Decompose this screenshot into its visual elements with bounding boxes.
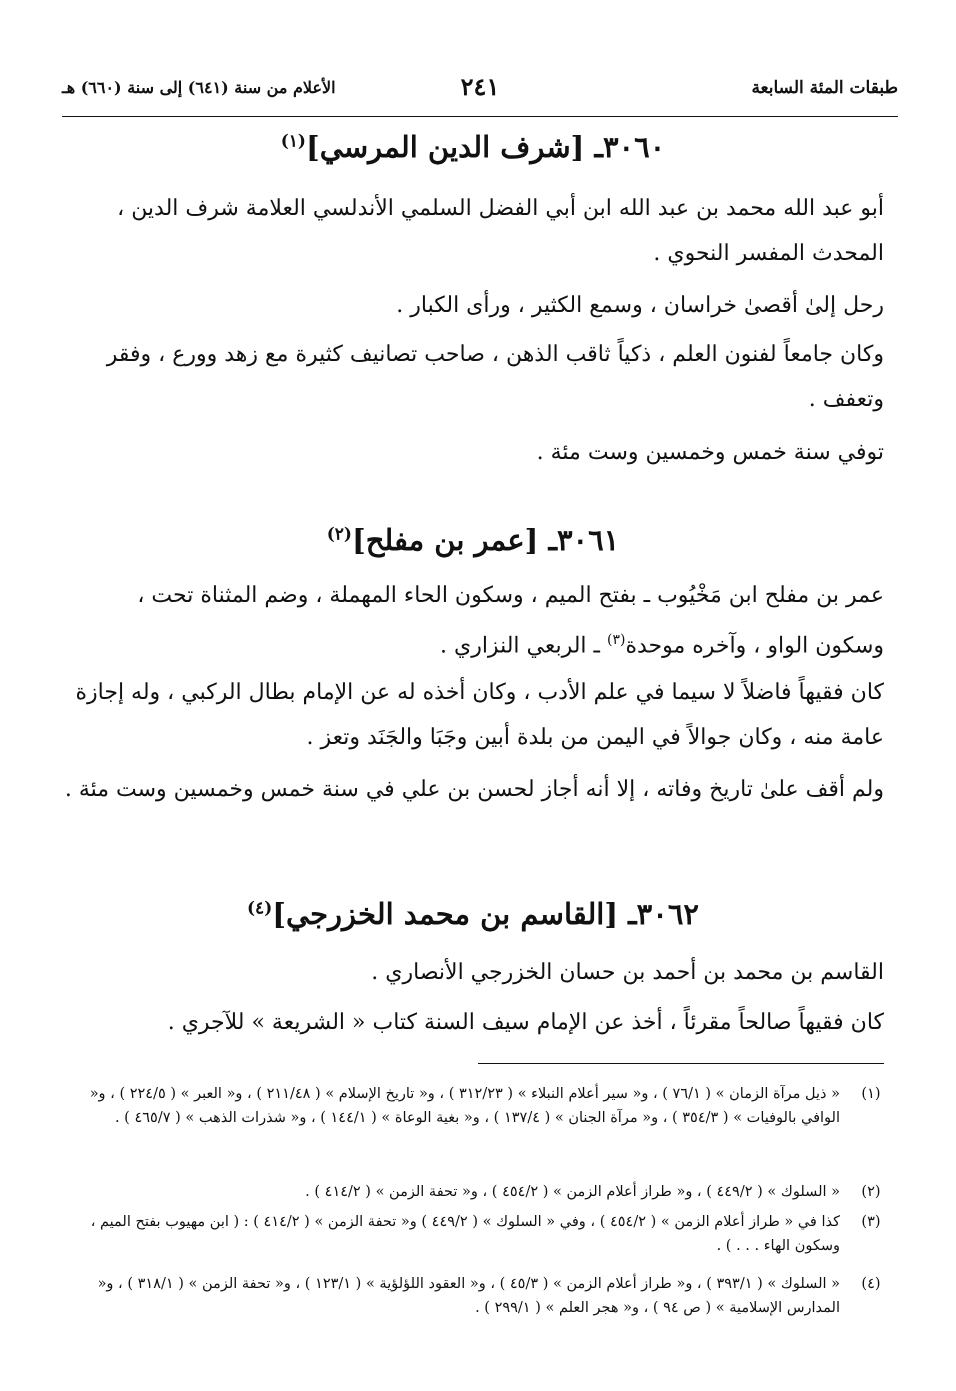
footnote: [62, 1272, 888, 1320]
footnote-text: كذا في « طراز أعلام الزمن » ( ٤٥٤/٢ ) ، وفي « السلوك » ( ٤٤٩/٢ ) و« تحفة الزمن » ( ٤١٤/٢ ) : ( ابن مهيوب بفتح الميم ، وسكون الهاء . . . ) .: [90, 1214, 840, 1254]
footnote-number: (٤): [861, 1276, 881, 1292]
footnote-ref: (٤): [247, 898, 273, 919]
footnote-number: (٢): [861, 1184, 881, 1200]
header-period: الأعلام من سنة (٦٤١) إلى سنة (٦٦٠) هـ: [62, 78, 336, 97]
entry-paragraph: رحل إلىٰ أقصىٰ خراسان ، وسمع الكثير ، ورأى الكبار .: [396, 293, 884, 318]
entry-paragraph: وكان جامعاً لفنون العلم ، ذكياً ثاقب الذهن ، صاحب تصانيف كثيرة مع زهد وورع ، وفقر وتعفف .: [106, 342, 884, 412]
header-divider: [62, 116, 898, 117]
footnote-text: « السلوك » ( ٣٩٣/١ ) ، و« طراز أعلام الزمن » ( ٤٥/٣ ) ، و« العقود اللؤلؤية » ( ١٢٣/١ ) ، و« تحفة الزمن » ( ٣١٨/١ ) ، و« المدارس الإسلامية » ( ص ٩٤ ) ، و« هجر العلم » ( ٢٩٩/١ ) .: [97, 1276, 840, 1316]
footnote-text: « السلوك » ( ٤٤٩/٢ ) ، و« طراز أعلام الزمن » ( ٤٥٤/٢ ) ، و« تحفة الزمن » ( ٤١٤/٢ ) .: [305, 1184, 840, 1200]
footnote-text: « ذيل مرآة الزمان » ( ٧٦/١ ) ، و« سير أعلام النبلاء » ( ٣١٢/٢٣ ) ، و« تاريخ الإسلام » ( ٢١١/٤٨ ) ، و« العبر » ( ٢٢٤/٥ ) ، و« الوافي بالوفيات » ( ٣٥٤/٣ ) ، و« مرآة الجنان » ( ١٣٧/٤ ) ، و« بغية الوعاة » ( ١٤٤/١ ) ، و« شذرات الذهب » ( ٤٦٥/٧ ) .: [89, 1086, 840, 1126]
page-number: ٢٤١: [460, 72, 500, 101]
footnote-divider: [478, 1063, 884, 1064]
entry-paragraph: كان فقيهاً فاضلاً لا سيما في علم الأدب ، وكان أخذه له عن الإمام بطال الركبي ، وله إجازة عامة منه ، وكان جوالاً في اليمن من بلدة أبين وجَبَا والجَنَد وتعز .: [75, 680, 884, 750]
footnote: [62, 1210, 888, 1258]
entry-paragraph: أبو عبد الله محمد بن عبد الله ابن أبي الفضل السلمي الأندلسي العلامة شرف الدين ، المحدث المفسر النحوي .: [117, 196, 884, 266]
footnote: [62, 1082, 888, 1130]
footnote-number: (٣): [861, 1214, 881, 1230]
entry-title: ٣٠٦٠ـ [شرف الدين المرسي]$^{(١)}$: [280, 130, 666, 164]
entry-title: ٣٠٦١ـ [عمر بن مفلح]$^{(٢)}$: [326, 523, 620, 557]
header-book-section: طبقات المئة السابعة: [751, 78, 898, 98]
running-header: [62, 70, 898, 114]
footnote-number: (١): [861, 1086, 881, 1102]
footnote-ref: (١): [280, 131, 306, 152]
footnote: [62, 1180, 888, 1204]
entry-paragraph: القاسم بن محمد بن أحمد بن حسان الخزرجي الأنصاري .: [371, 960, 884, 985]
entry-paragraph: عمر بن مفلح ابن مَخْيُوب ـ بفتح الميم ، وسكون الحاء المهملة ، وضم المثناة تحت ، وسكون الواو ، وآخره موحدة$^{(٣)}$ ـ الربعي النزاري .: [137, 583, 884, 659]
entry-paragraph: ولم أقف علىٰ تاريخ وفاته ، إلا أنه أجاز لحسن بن علي في سنة خمس وخمسين وست مئة .: [64, 777, 884, 802]
footnote-ref: (٢): [326, 524, 352, 545]
entry-paragraph: كان فقيهاً صالحاً مقرئاً ، أخذ عن الإمام سيف السنة كتاب « الشريعة » للآجري .: [167, 1010, 884, 1035]
entry-paragraph: توفي سنة خمس وخمسين وست مئة .: [536, 440, 884, 465]
footnote-ref: (٣): [606, 632, 626, 648]
entry-title: ٣٠٦٢ـ [القاسم بن محمد الخزرجي]$^{(٤)}$: [247, 897, 699, 931]
